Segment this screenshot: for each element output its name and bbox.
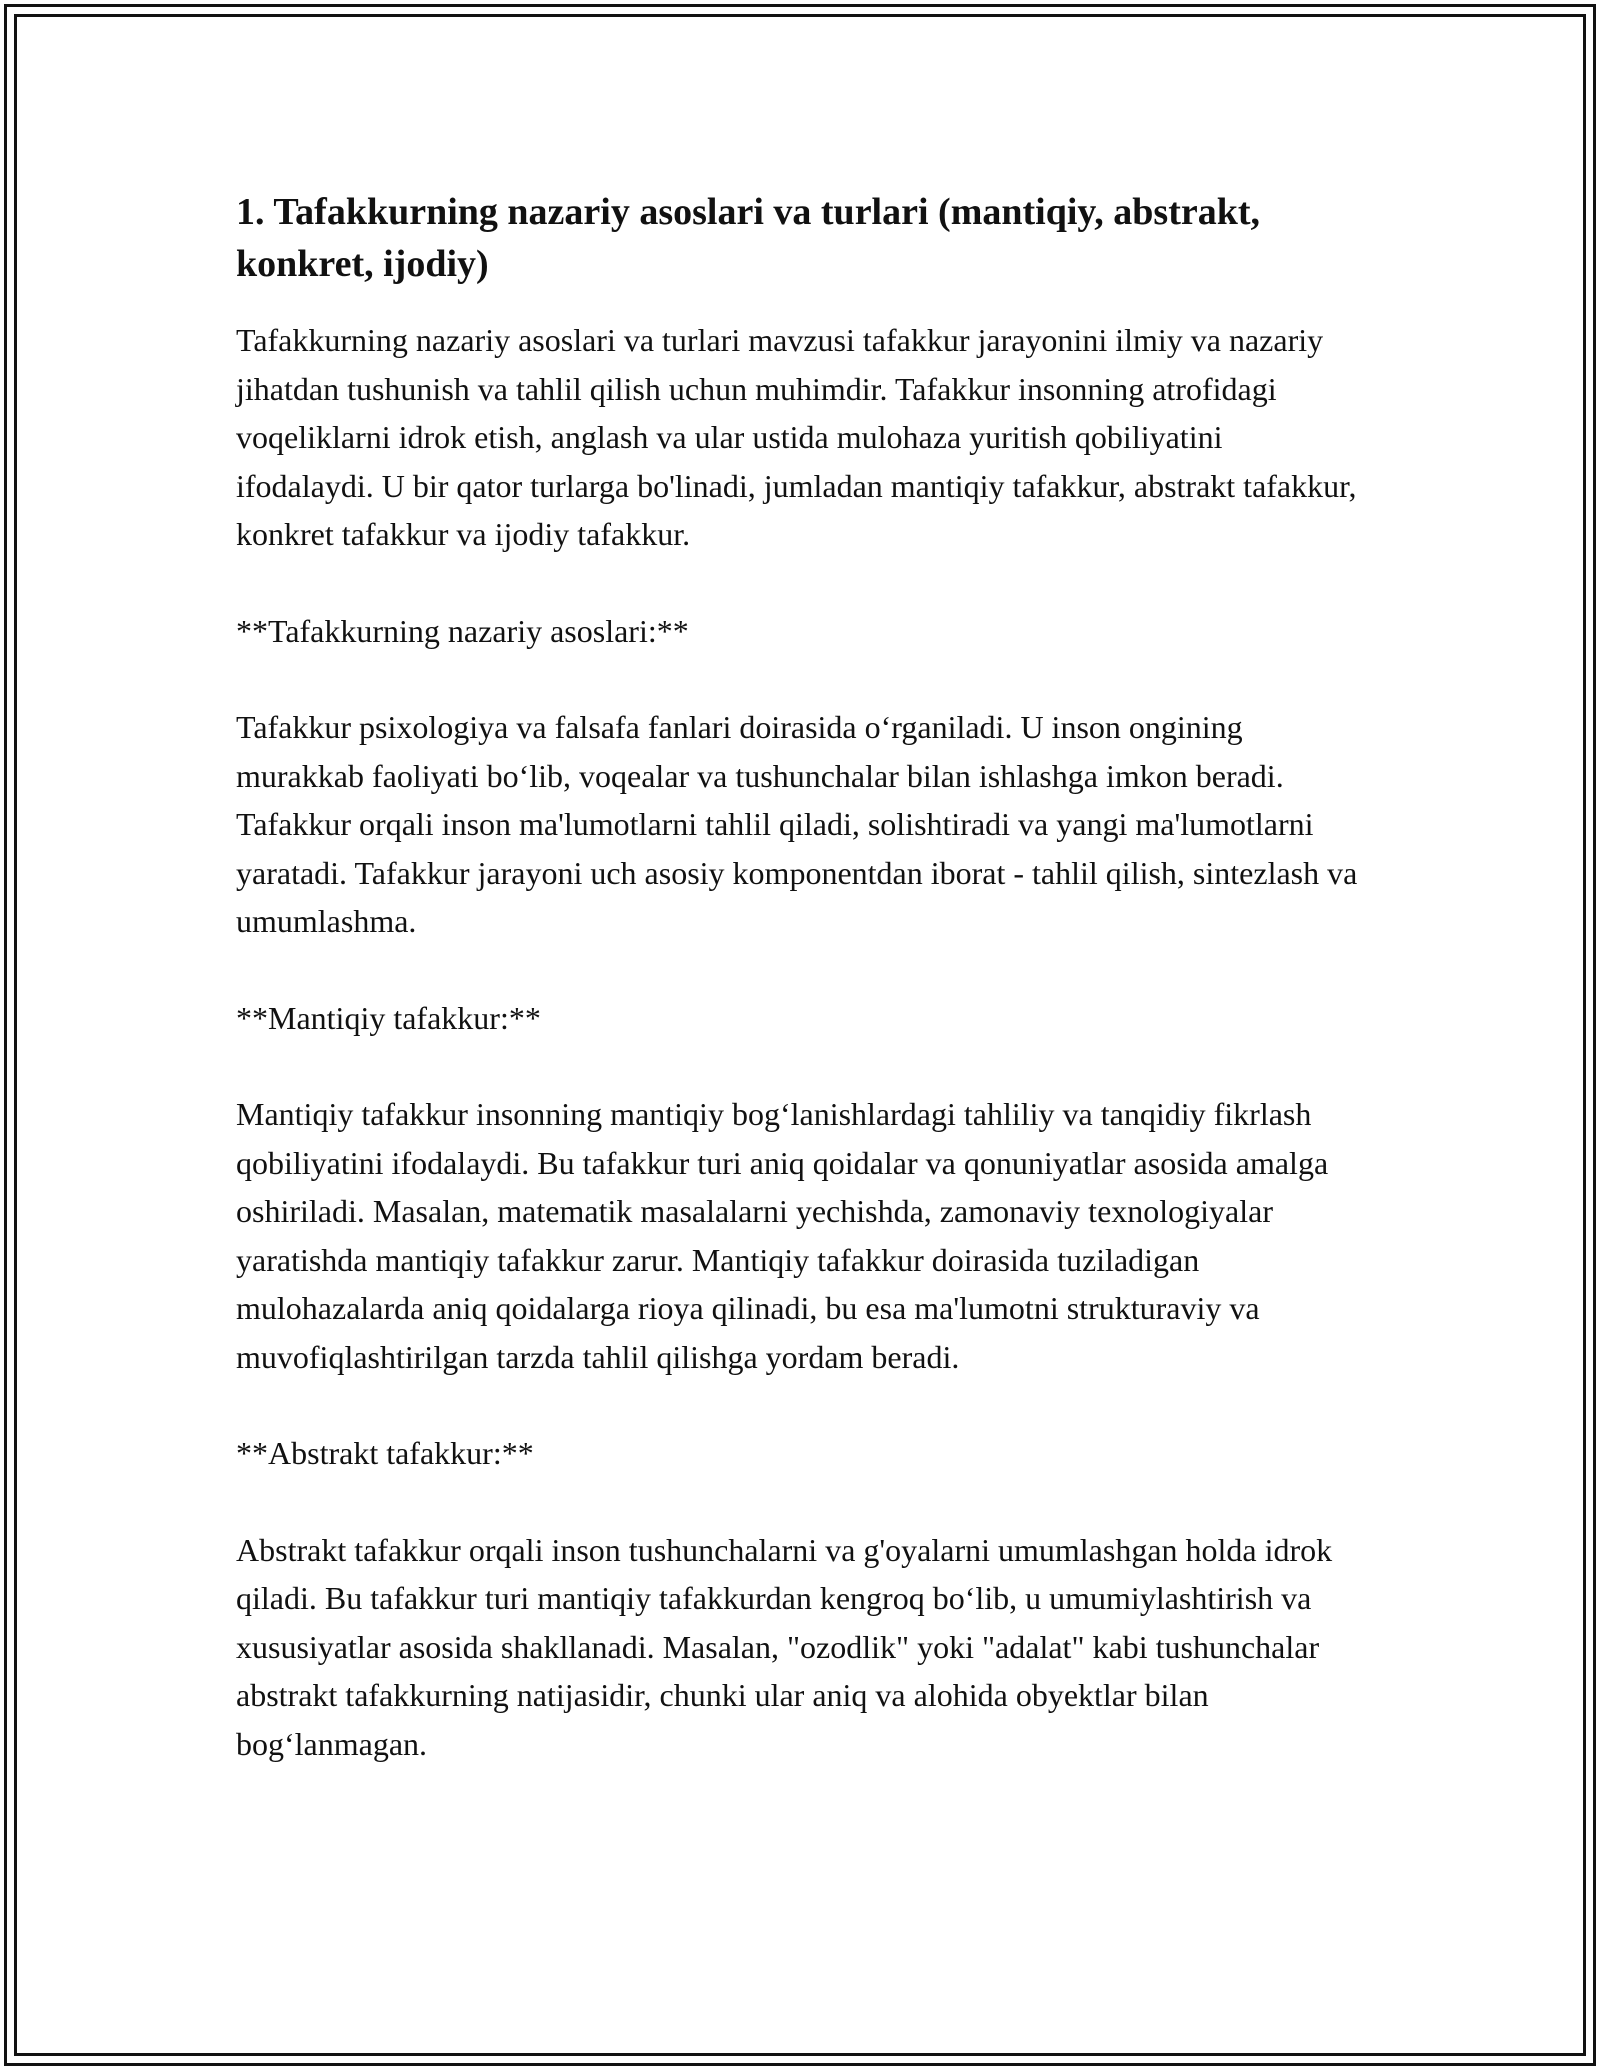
section-body-abstract-thinking: Abstrakt tafakkur orqali inson tushunchalarni va g'oyalarni umumlashgan holda idrok qiladi. Bu tafakkur turi mantiqiy tafakkurdan kengroq bo‘lib, u umumiylashtirish va xususiyatlar asosida shakllanadi. Masalan, "ozodlik" yoki "adalat" kabi tushunchalar abstrakt tafakkurning natijasidir, chunki ular aniq va alohida obyektlar bilan bog‘lanmagan. (236, 1531, 1333, 1762)
section-heading-abstract-thinking: **Abstrakt tafakkur:** (236, 1435, 534, 1471)
intro-paragraph: Tafakkurning nazariy asoslari va turlari mavzusi tafakkur jarayonini ilmiy va nazariy jihatdan tushunish va tahlil qilish uchun muhimdir. Tafakkur insonning atrofidagi voqeliklarni idrok etish, anglash va ular ustida mulohaza yuritish qobiliyatini ifodalaydi. U bir qator turlarga bo'linadi, jumladan mantiqiy tafakkur, abstrakt tafakkur, konkret tafakkur va ijodiy tafakkur. (236, 322, 1357, 552)
section-heading-theoretical-foundations: **Tafakkurning nazariy asoslari:** (236, 612, 689, 649)
section-heading-logical-thinking: **Mantiqiy tafakkur:** (236, 999, 541, 1036)
document-body (236, 186, 1386, 1816)
section-body-theoretical-foundations: Tafakkur psixologiya va falsafa fanlari doirasida o‘rganiladi. U inson ongining murakkab faoliyati bo‘lib, voqealar va tushunchalar bilan ishlashga imkon beradi. Tafakkur orqali inson ma'lumotlarni tahlil qiladi, solishtiradi va yangi ma'lumotlarni yaratadi. Tafakkur jarayoni uch asosiy komponentdan iborat - tahlil qilish, sintezlash va umumlashma. (236, 709, 1358, 939)
section-body-logical-thinking: Mantiqiy tafakkur insonning mantiqiy bog‘lanishlardagi tahliliy va tanqidiy fikrlash qobiliyatini ifodalaydi. Bu tafakkur turi aniq qoidalar va qonuniyatlar asosida amalga oshiriladi. Masalan, matematik masalalarni yechishda, zamonaviy texnologiyalar yaratishda mantiqiy tafakkur zarur. Mantiqiy tafakkur doirasida tuziladigan mulohazalarda aniq qoidalarga rioya qilinadi, bu esa ma'lumotni strukturaviy va muvofiqlashtirilgan tarzda tahlil qilishga yordam beradi. (236, 1096, 1329, 1375)
document-title: 1. Tafakkurning nazariy asoslari va turlari (mantiqiy, abstrakt, konkret, ijodiy) (236, 191, 1261, 285)
